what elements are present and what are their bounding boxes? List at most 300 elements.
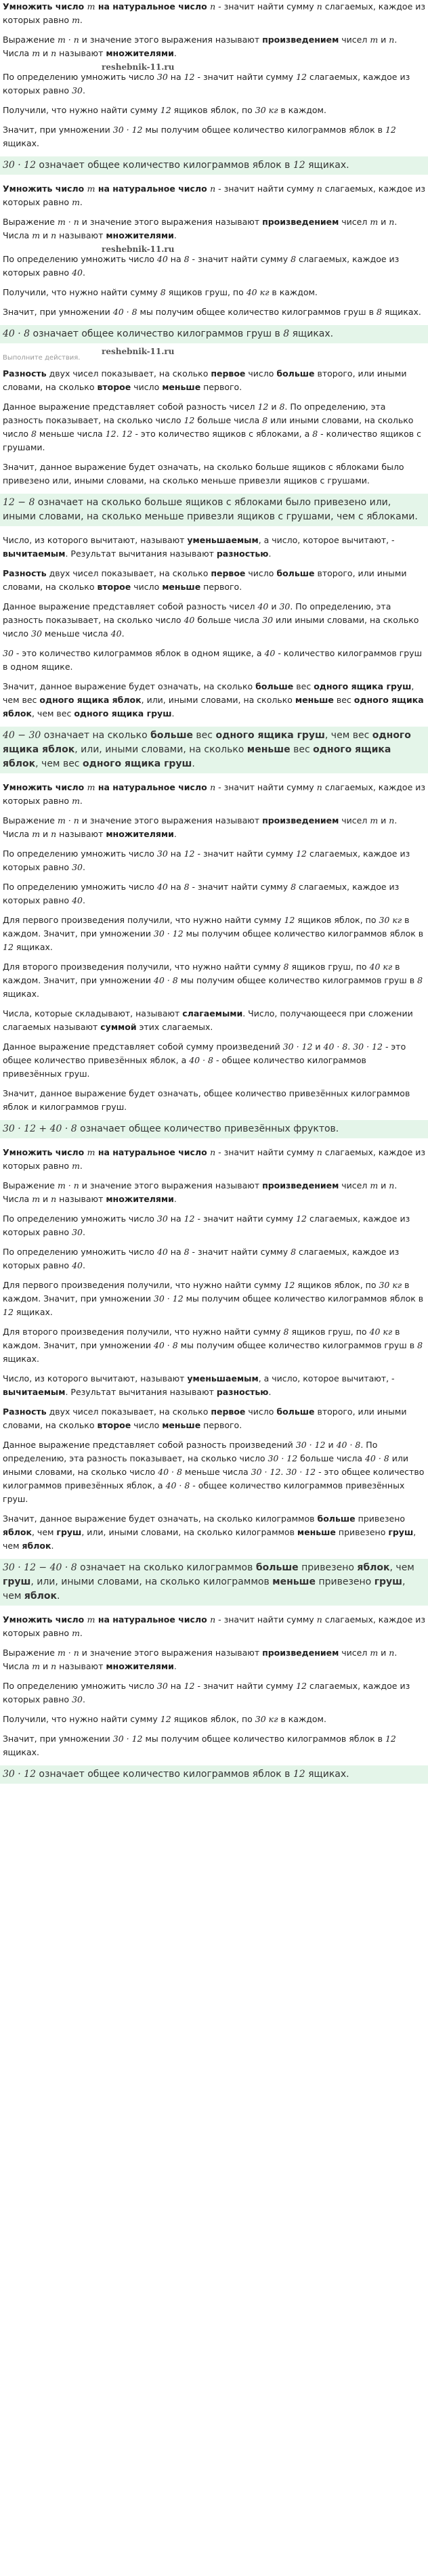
text-run: на bbox=[167, 72, 184, 82]
text-run: . bbox=[82, 895, 85, 905]
text-run: . Числа bbox=[3, 35, 398, 58]
text-run: ящиков яблок, по bbox=[295, 915, 379, 925]
text-run: . bbox=[82, 1227, 85, 1237]
text-run: привезено bbox=[316, 1576, 374, 1587]
math-expression: 12 − 8 bbox=[3, 497, 35, 508]
text-run: Значит, данное выражение будет означать, на сколько bbox=[3, 681, 256, 691]
math-expression: n bbox=[389, 815, 395, 825]
bold-term: одного ящика яблок bbox=[39, 695, 142, 705]
text-run: Данное выражение представляет собой разность чисел bbox=[3, 601, 258, 611]
math-expression: 40 · 8 bbox=[165, 1480, 190, 1490]
text-run: второго, или иными словами, на сколько bbox=[3, 568, 407, 592]
text-run: - значит найти сумму bbox=[194, 849, 297, 859]
math-expression: m bbox=[87, 782, 95, 792]
text-run: По определению умножить число bbox=[3, 72, 157, 82]
text-run: слагаемых, каждое из которых равно bbox=[3, 849, 410, 872]
math-expression: 12 bbox=[296, 72, 307, 82]
text-run: - значит найти сумму bbox=[189, 254, 291, 264]
text-run: слагаемых, каждое из которых равно bbox=[3, 1681, 410, 1704]
bold-term: одного ящика груш bbox=[314, 681, 412, 691]
text-run: число bbox=[245, 368, 277, 379]
text-run: . bbox=[79, 1161, 83, 1171]
text-run: слагаемых, каждое из которых равно bbox=[3, 184, 426, 207]
text-run: Число, из которого вычитают, называют bbox=[3, 535, 188, 545]
section-label: Выполните действия. bbox=[3, 354, 81, 362]
text-run: Для первого произведения получили, что нужно найти сумму bbox=[3, 1280, 284, 1290]
text-run: вес bbox=[290, 744, 314, 755]
text-run: число bbox=[131, 382, 163, 392]
math-expression: 40 · 8 bbox=[153, 1340, 178, 1350]
math-expression: 40 · 8 bbox=[112, 307, 137, 317]
math-expression: 8 bbox=[184, 882, 190, 892]
text-run: , или, иными словами, на сколько bbox=[141, 695, 295, 705]
text-run: ящиках. bbox=[305, 1769, 349, 1780]
bold-term: меньше bbox=[162, 1420, 201, 1430]
explanation-paragraph bbox=[0, 1212, 428, 1239]
text-run: и значение этого выражения называют bbox=[79, 217, 263, 227]
bold-term: вычитаемым bbox=[3, 549, 66, 559]
math-expression: 8 bbox=[283, 328, 290, 339]
math-expression: 12 bbox=[293, 1769, 305, 1780]
text-run: - значит найти сумму bbox=[215, 1614, 317, 1625]
math-expression: 8 bbox=[184, 1247, 190, 1257]
explanation-paragraph bbox=[0, 367, 428, 394]
explanation-paragraph bbox=[0, 847, 428, 874]
text-run: число bbox=[131, 1420, 163, 1430]
text-run: на bbox=[167, 849, 184, 859]
bold-term: Умножить число bbox=[3, 1, 87, 12]
watermark: reshebnik-11.ru bbox=[102, 244, 175, 254]
math-expression: 8 bbox=[291, 882, 297, 892]
math-expression: 30 · 12 bbox=[153, 1293, 184, 1304]
text-run: означает на сколько bbox=[41, 730, 151, 741]
math-expression: 8 bbox=[283, 1327, 289, 1337]
text-run: двух чисел показывает, на сколько bbox=[46, 368, 211, 379]
text-run: и значение этого выражения называют bbox=[79, 35, 263, 45]
math-expression: 40 bbox=[156, 882, 168, 892]
text-run: в каждом. Значит, при умножении bbox=[3, 1327, 400, 1350]
bold-term: больше bbox=[255, 1562, 299, 1573]
math-expression: 40 · 8 bbox=[158, 1467, 182, 1477]
text-run: и bbox=[378, 1180, 389, 1190]
math-expression: 8 bbox=[376, 307, 382, 317]
text-run: ящиках. bbox=[3, 1354, 39, 1364]
text-run: . Числа bbox=[3, 217, 398, 240]
text-run: , чем bbox=[31, 1527, 57, 1537]
math-expression: 12 bbox=[296, 1214, 307, 1224]
math-expression: 40 · 8 bbox=[3, 328, 30, 339]
math-expression: n bbox=[210, 184, 216, 194]
bold-term: вычитаемым bbox=[3, 1387, 66, 1397]
text-run: называют bbox=[56, 230, 106, 240]
text-run: - значит найти сумму bbox=[194, 1681, 297, 1691]
text-run: , чем bbox=[389, 1562, 414, 1573]
math-expression: 30 · 12 bbox=[3, 1769, 36, 1780]
text-run: По определению умножить число bbox=[3, 254, 157, 264]
text-run: ящиков яблок, по bbox=[171, 1714, 255, 1724]
math-expression: n bbox=[316, 782, 322, 792]
text-run: ящиков груш, по bbox=[288, 962, 370, 972]
text-run: называют bbox=[56, 48, 106, 58]
text-run: чисел bbox=[339, 1180, 370, 1190]
math-expression: m bbox=[370, 1648, 379, 1658]
math-expression: 40 bbox=[110, 628, 122, 639]
text-run: и bbox=[268, 601, 280, 611]
math-expression: 30 · 12 bbox=[268, 1453, 298, 1463]
explanation-paragraph bbox=[0, 0, 428, 27]
text-run: этих слагаемых. bbox=[136, 1022, 213, 1032]
bold-term: одного ящика груш bbox=[74, 708, 172, 718]
explanation-paragraph bbox=[0, 1279, 428, 1319]
math-expression: 30 bbox=[72, 85, 83, 95]
bold-term: на натуральное число bbox=[95, 782, 211, 792]
math-expression: 12 bbox=[184, 1681, 195, 1691]
text-run: . bbox=[173, 1194, 177, 1204]
bold-term: груш bbox=[388, 1527, 414, 1537]
math-expression: m bbox=[32, 230, 41, 240]
text-run: - значит найти сумму bbox=[215, 184, 317, 194]
text-run: . bbox=[79, 1628, 83, 1638]
math-expression: m bbox=[32, 48, 41, 58]
explanation-paragraph bbox=[0, 182, 428, 209]
math-expression: m · n bbox=[57, 35, 79, 45]
text-run: ящиков яблок, по bbox=[171, 105, 255, 115]
explanation-paragraph bbox=[0, 1325, 428, 1366]
text-run: Данное выражение представляет собой разность произведений bbox=[3, 1440, 296, 1450]
text-run: , а число, которое вычитают, - bbox=[258, 1373, 395, 1383]
explanation-paragraph bbox=[0, 1732, 428, 1759]
math-expression: 40 bbox=[184, 615, 195, 625]
bold-term: одного ящика яблок bbox=[3, 695, 424, 718]
text-run: Выражение bbox=[3, 217, 58, 227]
bold-term: меньше bbox=[272, 1576, 316, 1587]
math-expression: 8 bbox=[417, 975, 423, 985]
text-run: называют bbox=[56, 829, 106, 839]
math-expression: 30 · 12 bbox=[353, 1042, 383, 1052]
text-run: . bbox=[82, 862, 85, 872]
text-run: и bbox=[378, 1648, 389, 1658]
math-expression: 40 · 8 bbox=[364, 1453, 389, 1463]
text-run: . bbox=[347, 1042, 354, 1052]
bold-term: на натуральное число bbox=[95, 1, 211, 12]
text-run: ящиках. bbox=[13, 1307, 53, 1317]
text-run: . bbox=[57, 1591, 60, 1602]
text-run: ящиков груш, по bbox=[288, 1327, 370, 1337]
bold-term: первое bbox=[211, 568, 246, 578]
math-expression: 30 bbox=[156, 1681, 168, 1691]
text-run: число bbox=[245, 1407, 277, 1417]
text-run: . Числа bbox=[3, 1648, 398, 1671]
math-expression: 30 bbox=[72, 862, 83, 872]
explanation-paragraph bbox=[0, 567, 428, 594]
math-expression: m bbox=[370, 35, 379, 45]
text-run: . bbox=[82, 1694, 85, 1704]
explanation-paragraph bbox=[0, 1087, 428, 1114]
text-run: означает общее количество привезённых фруктов. bbox=[77, 1123, 339, 1134]
text-run: означает на сколько килограммов bbox=[77, 1562, 256, 1573]
text-run: слагаемых, каждое из которых равно bbox=[3, 1147, 426, 1171]
text-run: . bbox=[192, 758, 195, 769]
text-run: чисел bbox=[339, 35, 370, 45]
text-run: . По определению, эта разность показывает, на сколько число bbox=[3, 1440, 378, 1463]
explanation-paragraph bbox=[0, 460, 428, 488]
text-run: привезено bbox=[355, 1514, 406, 1524]
bold-term: одного ящика яблок bbox=[3, 730, 411, 755]
explanation-paragraph bbox=[0, 104, 428, 117]
math-expression: 12 bbox=[3, 1307, 14, 1317]
watermark: reshebnik-11.ru bbox=[102, 62, 175, 72]
math-expression: 30 кг bbox=[379, 1280, 402, 1290]
bold-term: множителями bbox=[106, 230, 174, 240]
math-expression: 12 bbox=[184, 72, 195, 82]
text-run: мы получим общее количество килограммов яблок в bbox=[183, 1293, 424, 1304]
math-expression: 8 bbox=[291, 254, 297, 264]
text-run: слагаемых, каждое из которых равно bbox=[3, 1, 426, 25]
explanation-paragraph bbox=[0, 1713, 428, 1726]
bold-term: на натуральное число bbox=[95, 1147, 211, 1157]
explanation-paragraph bbox=[0, 960, 428, 1001]
text-run: . bbox=[82, 1260, 85, 1270]
bold-term: произведением bbox=[262, 1180, 339, 1190]
text-run: на bbox=[167, 1247, 184, 1257]
text-run: ящиках. bbox=[305, 160, 349, 171]
explanation-paragraph bbox=[0, 914, 428, 954]
text-run: слагаемых, каждое из которых равно bbox=[3, 1614, 426, 1638]
math-expression: 40 bbox=[257, 601, 269, 611]
text-run: . bbox=[51, 1541, 54, 1551]
explanation-paragraph bbox=[0, 814, 428, 841]
math-expression: n bbox=[51, 1661, 57, 1671]
text-run: и bbox=[40, 230, 51, 240]
bold-term: разностью bbox=[216, 549, 269, 559]
text-run: мы получим общее количество килограммов яблок в bbox=[183, 928, 424, 939]
math-expression: n bbox=[389, 35, 395, 45]
text-run: в каждом. bbox=[278, 105, 326, 115]
bold-term: меньше bbox=[247, 744, 291, 755]
text-run: Числа, которые складывают, называют bbox=[3, 1008, 183, 1018]
text-run: двух чисел показывает, на сколько bbox=[46, 1407, 211, 1417]
text-run: . bbox=[268, 1387, 272, 1397]
text-run: - значит найти сумму bbox=[194, 72, 297, 82]
explanation-paragraph bbox=[0, 1405, 428, 1432]
text-run: чисел bbox=[339, 217, 370, 227]
text-run: означает общее количество килограммов груш в bbox=[30, 328, 284, 339]
math-expression: 12 bbox=[160, 1714, 171, 1724]
text-run: , чем вес bbox=[324, 730, 372, 741]
math-expression: n bbox=[51, 48, 57, 58]
text-run: ящиках. bbox=[3, 1747, 39, 1757]
bold-term: больше bbox=[150, 730, 193, 741]
text-run: и bbox=[268, 402, 280, 412]
bold-term: произведением bbox=[262, 35, 339, 45]
text-run: число bbox=[245, 568, 277, 578]
text-run: ящиках. bbox=[289, 328, 334, 339]
text-run: ящиках. bbox=[13, 942, 53, 952]
text-run: и bbox=[325, 1440, 337, 1450]
text-run: второго, или иными словами, на сколько bbox=[3, 1407, 407, 1430]
explanation-paragraph bbox=[0, 781, 428, 808]
math-expression: 12 bbox=[105, 429, 116, 439]
text-run: - количество ящиков с грушами. bbox=[3, 429, 422, 452]
explanation-paragraph bbox=[0, 286, 428, 299]
math-expression: m bbox=[87, 184, 95, 194]
text-run: ящиках. bbox=[381, 307, 421, 317]
math-expression: m · n bbox=[57, 217, 79, 227]
text-run: вес bbox=[293, 681, 314, 691]
bold-term: уменьшаемым bbox=[187, 1373, 259, 1383]
math-expression: 40 bbox=[72, 895, 83, 905]
text-run: , чем bbox=[3, 1527, 416, 1551]
text-run: слагаемых, каждое из которых равно bbox=[3, 782, 426, 806]
answer-paragraph bbox=[0, 1559, 428, 1606]
text-run: чисел bbox=[339, 815, 370, 825]
text-run: ящиков яблок, по bbox=[295, 1280, 379, 1290]
math-expression: m · n bbox=[57, 815, 79, 825]
math-expression: 12 bbox=[293, 160, 305, 171]
text-run: . bbox=[280, 1467, 286, 1477]
math-expression: 30 · 12 bbox=[286, 1467, 316, 1477]
text-run: вес bbox=[192, 730, 216, 741]
math-expression: m bbox=[32, 1661, 41, 1671]
math-expression: 40 bbox=[156, 254, 168, 264]
math-expression: n bbox=[210, 782, 216, 792]
text-run: . bbox=[173, 829, 177, 839]
math-expression: 40 кг bbox=[369, 962, 393, 972]
explanation-paragraph bbox=[0, 1245, 428, 1272]
text-run: в каждом. bbox=[278, 1714, 326, 1724]
text-run: называют bbox=[56, 1194, 106, 1204]
math-expression: m bbox=[72, 197, 80, 207]
text-run: , или, иными словами, на сколько килограммов bbox=[30, 1576, 273, 1587]
watermark: reshebnik-11.ru bbox=[102, 347, 175, 356]
text-run: Получили, что нужно найти сумму bbox=[3, 287, 160, 297]
text-run: в каждом. Значит, при умножении bbox=[3, 1280, 410, 1304]
math-expression: 12 bbox=[184, 415, 195, 425]
text-run: Значит, данное выражение будет означать, общее количество привезённых килограммов яблок и килограммов груш. bbox=[3, 1088, 410, 1112]
answer-paragraph bbox=[0, 1765, 428, 1784]
text-run: привезено bbox=[335, 1527, 389, 1537]
text-run: слагаемых, каждое из которых равно bbox=[3, 254, 400, 278]
bold-term: Умножить число bbox=[3, 782, 87, 792]
bold-term: груш bbox=[3, 1576, 31, 1587]
text-run: и bbox=[312, 1042, 324, 1052]
text-run: двух чисел показывает, на сколько bbox=[46, 568, 211, 578]
text-run: , чем вес bbox=[3, 681, 414, 705]
bold-term: второе bbox=[97, 1420, 131, 1430]
text-run: слагаемых, каждое из которых равно bbox=[3, 72, 410, 95]
explanation-paragraph bbox=[0, 1646, 428, 1673]
bold-term: множителями bbox=[106, 1194, 174, 1204]
text-run: вес bbox=[333, 695, 354, 705]
text-run: Для второго произведения получили, что нужно найти сумму bbox=[3, 962, 284, 972]
math-expression: 8 bbox=[291, 1247, 297, 1257]
explanation-paragraph bbox=[0, 880, 428, 907]
text-run: По определению умножить число bbox=[3, 1247, 157, 1257]
bold-term: Умножить число bbox=[3, 184, 87, 194]
text-run: ящиках. bbox=[3, 138, 39, 148]
text-run: число bbox=[131, 582, 163, 592]
text-run: - значит найти сумму bbox=[194, 1214, 297, 1224]
text-run: больше числа bbox=[297, 1453, 365, 1463]
text-run: в каждом. Значит, при умножении bbox=[3, 962, 400, 985]
math-expression: n bbox=[316, 1, 322, 12]
text-run: . Число, получающееся при сложении слагаемых называют bbox=[3, 1008, 413, 1032]
text-run: , а число, которое вычитают, - bbox=[258, 535, 395, 545]
text-run: мы получим общее количество килограммов яблок в bbox=[142, 125, 385, 135]
bold-term: больше bbox=[255, 681, 294, 691]
math-expression: n bbox=[389, 1648, 395, 1658]
math-expression: n bbox=[51, 1194, 57, 1204]
math-expression: 30 кг bbox=[379, 915, 402, 925]
bold-term: яблок bbox=[357, 1562, 390, 1573]
text-run: ящиках. bbox=[3, 989, 39, 999]
text-run: и значение этого выражения называют bbox=[79, 815, 263, 825]
text-run: . bbox=[79, 15, 83, 25]
text-run: - это количество ящиков с яблоками, а bbox=[132, 429, 313, 439]
text-run: меньше числа bbox=[181, 1467, 251, 1477]
text-run: на bbox=[167, 1681, 184, 1691]
math-expression: 12 bbox=[3, 942, 14, 952]
math-expression: 12 bbox=[385, 1734, 396, 1744]
text-run: - значит найти сумму bbox=[215, 1147, 317, 1157]
text-run: . Результат вычитания называют bbox=[65, 1387, 217, 1397]
text-run: По определению умножить число bbox=[3, 1681, 157, 1691]
text-run: . bbox=[173, 230, 177, 240]
math-expression: m · n bbox=[57, 1180, 79, 1190]
text-run: второго, или иными словами, на сколько bbox=[3, 368, 407, 392]
text-run: в каждом. bbox=[269, 287, 318, 297]
math-expression: 8 bbox=[283, 962, 289, 972]
text-run: означает общее количество килограммов яблок в bbox=[35, 160, 293, 171]
text-run: Выражение bbox=[3, 1648, 58, 1658]
bold-term: произведением bbox=[262, 1648, 339, 1658]
explanation-paragraph bbox=[0, 1613, 428, 1640]
answer-paragraph bbox=[0, 727, 428, 773]
math-expression: 12 bbox=[257, 402, 269, 412]
text-run: . bbox=[173, 1661, 177, 1671]
math-expression: 12 bbox=[284, 1280, 295, 1290]
text-run: Данное выражение представляет собой разность чисел bbox=[3, 402, 258, 412]
math-expression: 30 · 12 bbox=[153, 928, 184, 939]
text-run: . bbox=[79, 796, 83, 806]
explanation-paragraph bbox=[0, 1372, 428, 1399]
bold-term: одного ящика груш bbox=[82, 758, 192, 769]
text-run: больше числа bbox=[194, 415, 263, 425]
text-run: и bbox=[378, 35, 389, 45]
text-run: или иными словами, на сколько число bbox=[3, 615, 419, 639]
math-expression: 30 bbox=[156, 1214, 168, 1224]
text-run: - это количество килограммов яблок в одном ящике, а bbox=[13, 648, 265, 658]
math-expression: m bbox=[72, 1161, 80, 1171]
math-expression: 30 bbox=[262, 615, 274, 625]
bold-term: меньше bbox=[162, 582, 201, 592]
math-expression: 40 · 8 bbox=[336, 1440, 361, 1450]
math-expression: 8 bbox=[184, 254, 190, 264]
text-run: - значит найти сумму bbox=[215, 782, 317, 792]
text-run: . bbox=[82, 267, 85, 278]
text-run: . bbox=[116, 429, 122, 439]
bold-term: меньше bbox=[295, 695, 334, 705]
math-expression: 12 bbox=[121, 429, 133, 439]
bold-term: уменьшаемым bbox=[187, 535, 259, 545]
text-run: Число, из которого вычитают, называют bbox=[3, 1373, 188, 1383]
math-expression: n bbox=[51, 230, 57, 240]
text-run: - это общее количество килограммов привезённых яблок, а bbox=[3, 1467, 425, 1490]
bold-term: одного ящика груш bbox=[215, 730, 325, 741]
text-run: на bbox=[167, 882, 184, 892]
bold-term: Разность bbox=[3, 568, 47, 578]
bold-term: второе bbox=[97, 582, 131, 592]
